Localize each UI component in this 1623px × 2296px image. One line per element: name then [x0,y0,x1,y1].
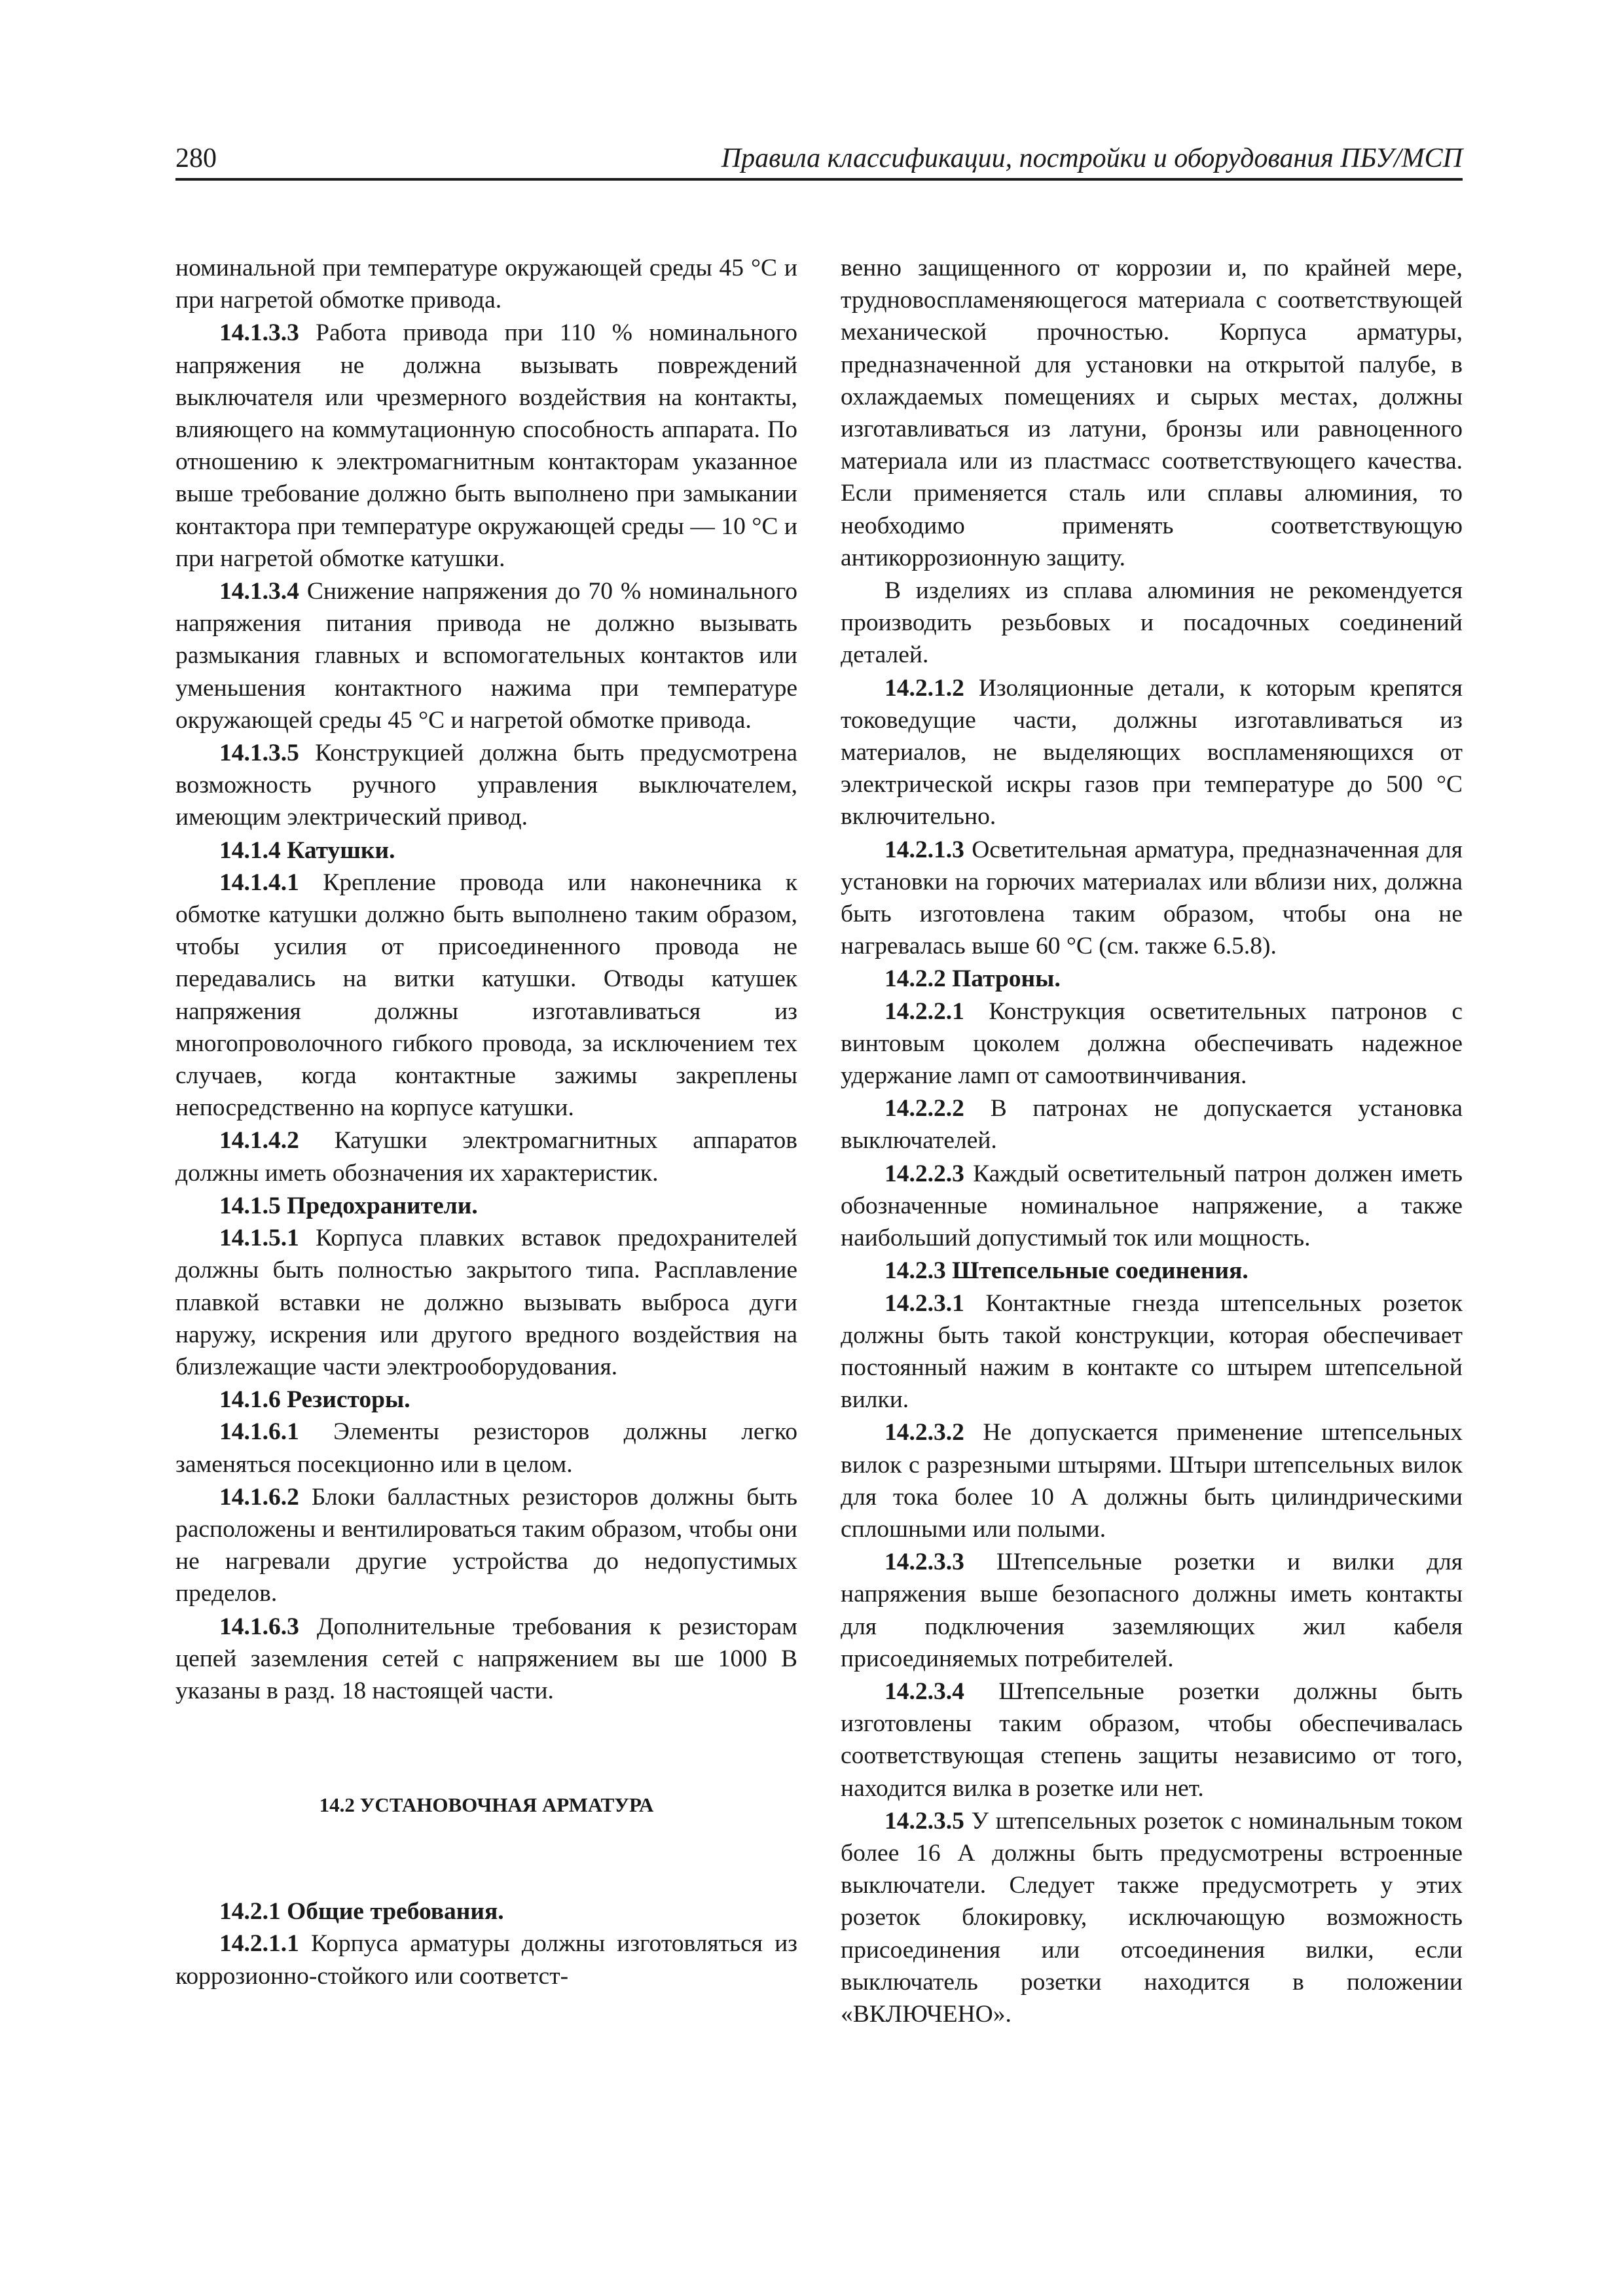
paragraph [175,1416,797,1480]
paragraph [175,317,797,575]
paragraph-text: Корпуса арматуры должны изготовляться из коррозионно-стойкого или соответст- [175,1930,797,1990]
paragraph [175,737,797,834]
clause-number: 14.2.1.3 [884,836,964,863]
subsection-heading: 14.2.2 Патроны. [884,965,1061,993]
paragraph [841,996,1463,1092]
clause-number: 14.2.2.3 [884,1160,964,1187]
paragraph [175,1481,797,1610]
paragraph [841,1092,1463,1157]
paragraph [841,834,1463,963]
paragraph [841,672,1463,833]
clause-number: 14.1.6.2 [219,1483,299,1511]
page-number: 280 [175,143,217,173]
clause-number: 14.1.3.5 [219,740,299,767]
paragraph [175,1611,797,1708]
paragraph [175,867,797,1124]
paragraph-text: Крепление провода или наконечника к обмотке катушки должно быть выполнено таким образом, чтобы усилия от присоединенного провода не передавались на витки катушки. Отводы катушек напряжения должны изготавливаться из многопроволочного гибкого провода, за исключением тех случаев, когда контактные зажимы закреплены непосредственно на корпусе катушки. [175,869,797,1122]
paragraph [175,1928,797,1992]
clause-number: 14.1.5.1 [219,1225,299,1252]
clause-number: 14.2.2.1 [884,997,964,1025]
paragraph-text: Работа привода при 110 % номинального напряжения не должна вызывать повреждений выключателя или чрезмерного воздействия на контакты, влияющего на коммутационную способность аппарата. По отношению к электромагнитным контакторам указанное выше требование должно быть выполнено при замыкании контактора при температуре окружающей среды — 10 °С и при нагретой обмотке катушки. [175,319,797,572]
clause-number: 14.1.6.3 [219,1613,299,1640]
subsection-heading: 14.1.6 Резисторы. [219,1386,410,1414]
clause-number: 14.1.3.4 [219,578,299,605]
section-title: 14.2 УСТАНОВОЧНАЯ АРМАТУРА [319,1793,654,1817]
paragraph [841,1805,1463,2030]
paragraph [175,252,797,316]
paragraph [175,1222,797,1383]
left-column [175,252,797,1993]
paragraph-text: Снижение напряжения до 70 % номинального напряжения питания привода не должно вызывать размыкания главных и вспомогательных контактов или уменьшения контактного нажима при температуре окружающей среды 45 °С и нагретой обмотке привода. [175,578,797,734]
paragraph [841,1158,1463,1255]
subsection-heading: 14.2.1 Общие требования. [219,1898,504,1926]
clause-number: 14.1.6.1 [219,1418,299,1446]
paragraph-text: Штепсельные розетки должны быть изготовлены таким образом, чтобы обеспечивалась соответствующая степень защиты независимо от того, находится вилка в розетке или нет. [841,1677,1463,1802]
paragraph-text: Каждый осветительный патрон должен иметь обозначенные номинальное напряжение, а также наибольший допустимый ток или мощность. [841,1160,1463,1252]
clause-number: 14.1.4.1 [219,869,299,896]
paragraph-text: Изоляционные детали, к которым крепятся токоведущие части, должны изготавливаться из материалов, не выделяющих воспламеняющихся от электрической искры газов при температуре до 500 °С включительно. [841,674,1463,831]
paragraph-text: номинальной при температуре окружающей среды 45 °С и при нагретой обмотке привода. [175,255,797,314]
paragraph-text: Корпуса плавких вставок предохранителей должны быть полностью закрытого типа. Расплавление плавкой вставки не должно вызывать выброса дуги наружу, искрения или другого вредного воздействия на близлежащие части электрооборудования. [175,1225,797,1380]
clause-number: 14.2.3.2 [884,1419,964,1446]
paragraph-text: Элементы резисторов должны легко заменяться посекционно или в целом. [175,1418,797,1478]
paragraph [175,575,797,736]
right-column [841,252,1463,2031]
clause-number: 14.2.1.2 [884,674,964,702]
paragraph-text: Не допускается применение штепсельных вилок с разрезными штырями. Штыри штепсельных вилок для тока более 10 А должны быть цилиндрическими сплошными или полыми. [841,1419,1463,1543]
paragraph [841,1546,1463,1675]
paragraph-text: Штепсельные розетки и вилки для напряжения выше безопасного должны иметь контакты для подключения заземляющих жил кабеля присоединяемых потребителей. [841,1549,1463,1672]
paragraph [841,575,1463,672]
paragraph-text: В изделиях из сплава алюминия не рекомендуется производить резьбовых и посадочных соединений деталей. [841,577,1463,669]
paragraph-text: Катушки электромагнитных аппаратов должны иметь обозначения их характеристик. [175,1127,797,1187]
clause-number: 14.2.3.4 [884,1677,964,1705]
subsection-heading: 14.1.4 Катушки. [219,836,395,864]
paragraph-text: Конструкцией должна быть предусмотрена возможность ручного управления выключателем, имеющим электрический привод. [175,740,797,831]
subsection-heading: 14.1.5 Предохранители. [219,1192,478,1219]
paragraph [841,1416,1463,1545]
paragraph-text: У штепсельных розеток с номинальным током более 16 А должны быть предусмотрены встроенные выключатели. Следует также предусмотреть у этих розеток блокировку, исключающую возможность присоединения или отсоединения вилки, если выключатель розетки находится в положении «ВКЛЮЧЕНО». [841,1807,1463,2028]
paragraph-text: Конструкция осветительных патронов с винтовым цоколем должна обеспечивать надежное удержание ламп от самоотвинчивания. [841,997,1463,1090]
clause-number: 14.1.3.3 [219,319,299,347]
running-title: Правила классификации, постройки и оборудования ПБУ/МСП [721,143,1463,173]
clause-number: 14.2.3.3 [884,1549,964,1576]
paragraph-text: Контактные гнезда штепсельных розеток должны быть такой конструкции, которая обеспечивает постоянный нажим в контакте со штырем штепсельной вилки. [841,1289,1463,1414]
subsection-heading: 14.2.3 Штепсельные соединения. [884,1257,1249,1285]
paragraph [841,252,1463,574]
page-header [175,139,1463,181]
clause-number: 14.2.3.5 [884,1807,964,1835]
paragraph [175,1124,797,1189]
paragraph-text: Блоки балластных резисторов должны быть расположены и вентилироваться таким образом, чтобы они не нагревали другие устройства до недопустимых пределов. [175,1483,797,1607]
clause-number: 14.2.2.2 [884,1095,964,1122]
paragraph-text: венно защищенного от коррозии и, по крайней мере, трудновоспламеняющегося материала с соответствующей механической прочностью. Корпуса арматуры, предназначенной для установки на открытой палубе, в охлаждаемых помещениях и сырых местах, должны изготавливаться из латуни, бронзы или равноценного материала или из пластмасс соответствующего качества. Если применяется сталь или сплавы алюминия, то необходимо применять соответствующую антикоррозионную защиту. [841,255,1463,571]
paragraph [841,1676,1463,1804]
paragraph [841,1287,1463,1416]
paragraph-text: Дополнительные требования к резисторам цепей заземления сетей с напряжением вы ше 1000 В указаны в разд. 18 настоящей части. [175,1613,797,1704]
clause-number: 14.2.1.1 [219,1930,299,1958]
clause-number: 14.2.3.1 [884,1289,964,1317]
paragraph-text: Осветительная арматура, предназначенная для установки на горючих материалах или вблизи них, должна быть изготовлена таким образом, чтобы она не нагревалась выше 60 °С (см. также 6.5.8). [841,836,1463,960]
paragraph-text: В патронах не допускается установка выключателей. [841,1095,1463,1155]
clause-number: 14.1.4.2 [219,1127,299,1155]
